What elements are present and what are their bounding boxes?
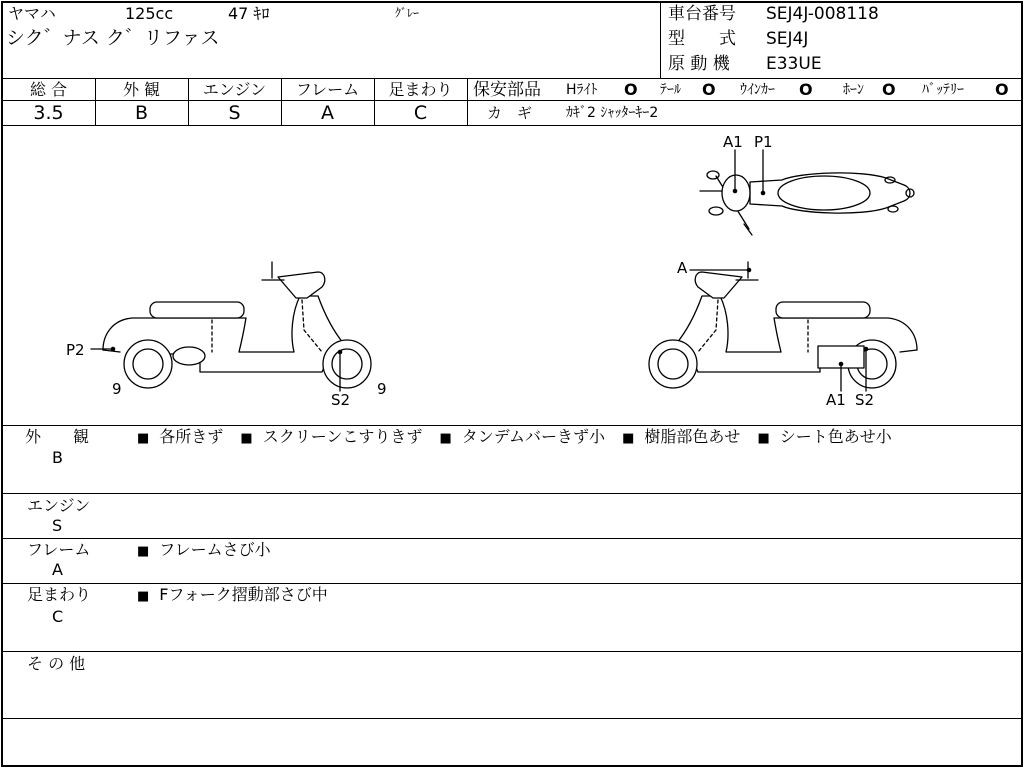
rule-line <box>2 78 1021 79</box>
keys-label: カ ギ <box>487 104 533 122</box>
safety-mark-battery: O <box>995 80 1009 99</box>
damage-point-right-a1 <box>839 362 844 367</box>
safety-item-headlight: Hﾗｲﾄ <box>566 82 598 98</box>
section-grade-suspension: C <box>52 607 64 626</box>
left-view-handlebar <box>278 272 325 298</box>
top-view-mirror-right <box>709 207 723 215</box>
section-label-appearance: 外 観 <box>25 427 90 446</box>
top-view-lever <box>744 224 752 235</box>
grade-value-overall: 3.5 <box>33 102 64 124</box>
grade-label-appearance: 外 観 <box>122 80 161 99</box>
top-view-body-outline <box>750 173 910 213</box>
left-view-muffler <box>173 347 205 365</box>
keys-value: ｶｷﾞ2 ｼｬｯﾀｰｷｰ2 <box>566 105 659 121</box>
top-view-rear-marker-right <box>888 206 898 212</box>
grade-label-engine: エンジン <box>202 80 267 99</box>
model-code: SEJ4J <box>766 29 809 49</box>
safety-parts-label: 保安部品 <box>473 80 541 100</box>
right-view-seat <box>776 302 870 318</box>
section-label-suspension: 足まわり <box>27 585 92 604</box>
label-left-rear-wheel: 9 <box>112 380 122 398</box>
frame-number: SEJ4J-008118 <box>766 4 879 24</box>
remark: 樹脂部色あせ <box>644 427 741 446</box>
remark: フレームさび小 <box>159 540 271 559</box>
displacement: 125cc <box>125 4 174 23</box>
scooter-right-view <box>649 262 917 388</box>
section-label-other: そ の 他 <box>27 654 86 673</box>
color: ｸﾞﾚｰ <box>395 6 420 20</box>
rule-line <box>2 493 1021 494</box>
rule-line <box>2 538 1021 539</box>
scooter-left-view <box>103 262 371 388</box>
safety-item-winker: ｳｲﾝｶｰ <box>740 82 775 98</box>
header-divider <box>660 2 661 78</box>
safety-mark-taillight: O <box>702 80 716 99</box>
left-view-front-wheel <box>323 340 371 388</box>
rule-line <box>2 651 1021 652</box>
damage-point-left-s2 <box>338 350 343 355</box>
label-right-a: A <box>677 259 688 277</box>
grade-label-overall: 総 合 <box>29 80 68 99</box>
rule-line <box>2 100 1021 101</box>
section-grade-appearance: B <box>52 448 63 467</box>
safety-item-battery: ﾊﾞｯﾃﾘｰ <box>922 82 964 98</box>
bullet-icon: ■ <box>439 431 452 446</box>
bullet-icon: ■ <box>240 431 253 446</box>
label-left-s2: S2 <box>331 391 351 409</box>
remark: タンデムバーきず小 <box>461 427 605 446</box>
section-grade-frame: A <box>52 560 63 579</box>
remark: スクリーンこすりきず <box>262 427 423 446</box>
rule-line <box>2 425 1021 426</box>
label-right-a1: A1 <box>826 391 846 409</box>
damage-point-top-p1 <box>761 191 766 196</box>
rule-line <box>2 583 1021 584</box>
bullet-icon: ■ <box>757 431 770 446</box>
appearance-remarks <box>137 429 904 445</box>
remark: シート色あせ小 <box>779 427 892 446</box>
engine-label: 原 動 機 <box>668 54 730 74</box>
safety-item-taillight: ﾃｰﾙ <box>660 82 681 98</box>
label-left-p2: P2 <box>66 341 85 359</box>
bullet-icon: ■ <box>137 431 150 446</box>
damage-point-right-a <box>747 268 752 273</box>
scooter-top-view <box>700 171 914 235</box>
grade-label-frame: フレーム <box>295 80 360 99</box>
label-top-p1: P1 <box>754 133 773 151</box>
left-view-rear-wheel <box>124 340 172 388</box>
right-view-front-wheel <box>649 340 697 388</box>
frame-number-label: 車台番号 <box>668 4 736 24</box>
grade-value-suspension: C <box>413 102 428 124</box>
top-view-mirror-left <box>707 171 719 179</box>
section-label-engine: エンジン <box>27 496 91 515</box>
model-code-label: 型 式 <box>668 29 736 49</box>
maker: ヤマハ <box>8 4 56 23</box>
damage-point-right-s2 <box>864 347 869 352</box>
label-top-a1: A1 <box>723 133 743 151</box>
remark: Fフォーク摺動部さび中 <box>159 585 328 604</box>
engine-code: E33UE <box>766 54 822 74</box>
damage-diagram <box>2 126 1021 424</box>
frame-remarks <box>137 542 283 558</box>
model-name: シク゛ナス ク゛リファス <box>6 27 220 49</box>
safety-mark-headlight: O <box>624 80 638 99</box>
bullet-icon: ■ <box>137 589 150 604</box>
rule-line <box>2 718 1021 719</box>
grade-value-frame: A <box>321 102 334 124</box>
section-label-frame: フレーム <box>27 540 91 559</box>
label-right-s2: S2 <box>855 391 875 409</box>
grade-value-appearance: B <box>134 102 149 124</box>
mileage: 47 ｷﾛ <box>228 4 270 23</box>
damage-point-top-a1 <box>733 189 738 194</box>
right-view-handlebar <box>695 272 742 298</box>
grade-value-engine: S <box>228 102 241 124</box>
bullet-icon: ■ <box>622 431 635 446</box>
grid-divider <box>467 78 468 125</box>
suspension-remarks <box>137 587 340 603</box>
grade-label-suspension: 足まわり <box>388 80 453 99</box>
safety-item-horn: ﾎｰﾝ <box>843 82 864 98</box>
remark: 各所きず <box>159 427 224 446</box>
bullet-icon: ■ <box>137 544 150 559</box>
safety-mark-horn: O <box>882 80 896 99</box>
safety-mark-winker: O <box>799 80 813 99</box>
label-left-front-wheel: 9 <box>377 380 387 398</box>
section-grade-engine: S <box>52 516 63 535</box>
damage-point-left-p2 <box>111 347 116 352</box>
left-view-seat <box>150 302 244 318</box>
